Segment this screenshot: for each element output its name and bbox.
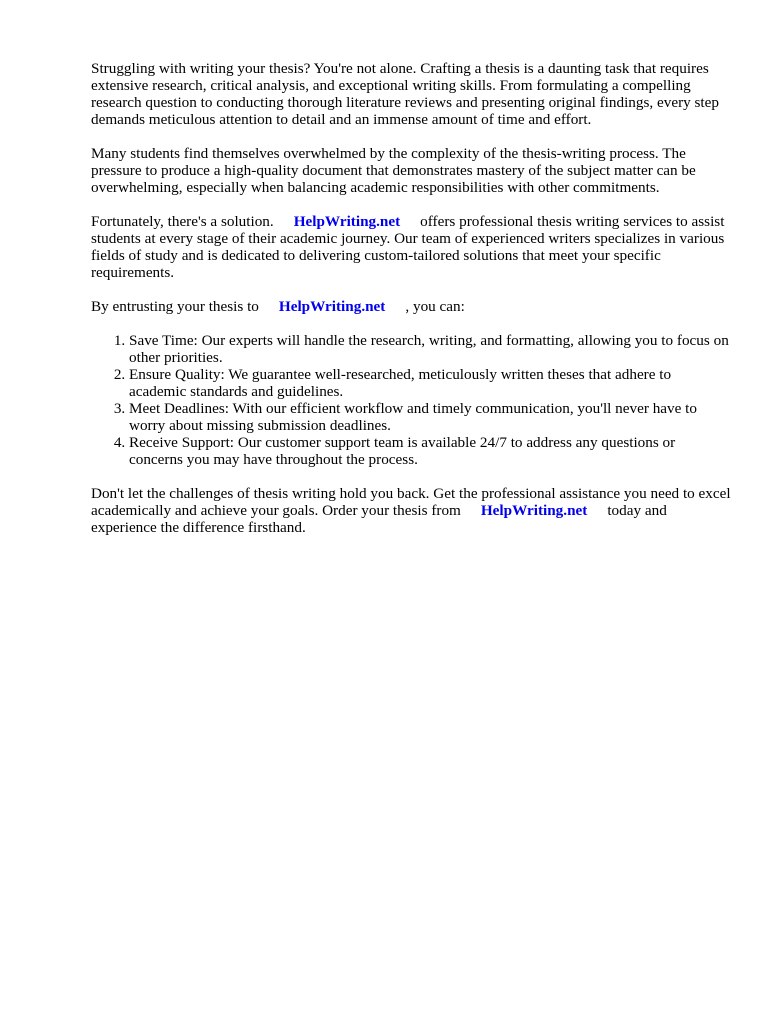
closing-text-before: Don't let the challenges of thesis writing hold you back. Get the professional assistance you need to excel academically and achieve your goals. Order your thesis from: [91, 485, 731, 519]
benefit-item-meet-deadlines: 3. Meet Deadlines: With our efficient workflow and timely communication, you'll never have to worry about missing submission deadlines.: [129, 400, 731, 434]
benefit-item-receive-support: 4. Receive Support: Our customer support team is available 24/7 to address any questions or concerns you may have throughout the process.: [129, 434, 731, 468]
document-body: [91, 60, 731, 553]
helpwriting-link[interactable]: HelpWriting.net: [293, 213, 401, 230]
intro-paragraph: Struggling with writing your thesis? You're not alone. Crafting a thesis is a daunting task that requires extensive research, critical analysis, and exceptional writing skills. From formulating a compelling research question to conducting thorough literature reviews and presenting original findings, every step demands meticulous attention to detail and an immense amount of time and effort.: [91, 60, 719, 128]
entrust-text-before: By entrusting your thesis to: [91, 298, 259, 315]
helpwriting-link[interactable]: HelpWriting.net: [278, 298, 386, 315]
entrust-paragraph: [91, 298, 731, 315]
closing-paragraph: [91, 485, 731, 536]
benefit-item-save-time: 1. Save Time: Our experts will handle the research, writing, and formatting, allowing you to focus on other priorities.: [129, 332, 731, 366]
solution-text-after: offers professional thesis writing services to assist students at every stage of their academic journey. Our team of experienced writers specializes in various fields of study and is dedicated to delivering custom-tailored solutions that meet your specific requirements.: [91, 213, 725, 281]
solution-text-before: Fortunately, there's a solution.: [91, 213, 274, 230]
solution-paragraph: [91, 213, 731, 281]
closing-text-after: today and experience the difference firsthand.: [91, 502, 667, 536]
entrust-text-after: , you can:: [405, 298, 465, 315]
helpwriting-link[interactable]: HelpWriting.net: [480, 502, 588, 519]
benefit-item-ensure-quality: 2. Ensure Quality: We guarantee well-researched, meticulously written theses that adhere to academic standards and guidelines.: [129, 366, 731, 400]
overwhelm-paragraph: Many students find themselves overwhelmed by the complexity of the thesis-writing process. The pressure to produce a high-quality document that demonstrates mastery of the subject matter can be overwhelming, especially when balancing academic responsibilities with other commitments.: [91, 145, 696, 196]
benefits-list: [91, 332, 731, 468]
